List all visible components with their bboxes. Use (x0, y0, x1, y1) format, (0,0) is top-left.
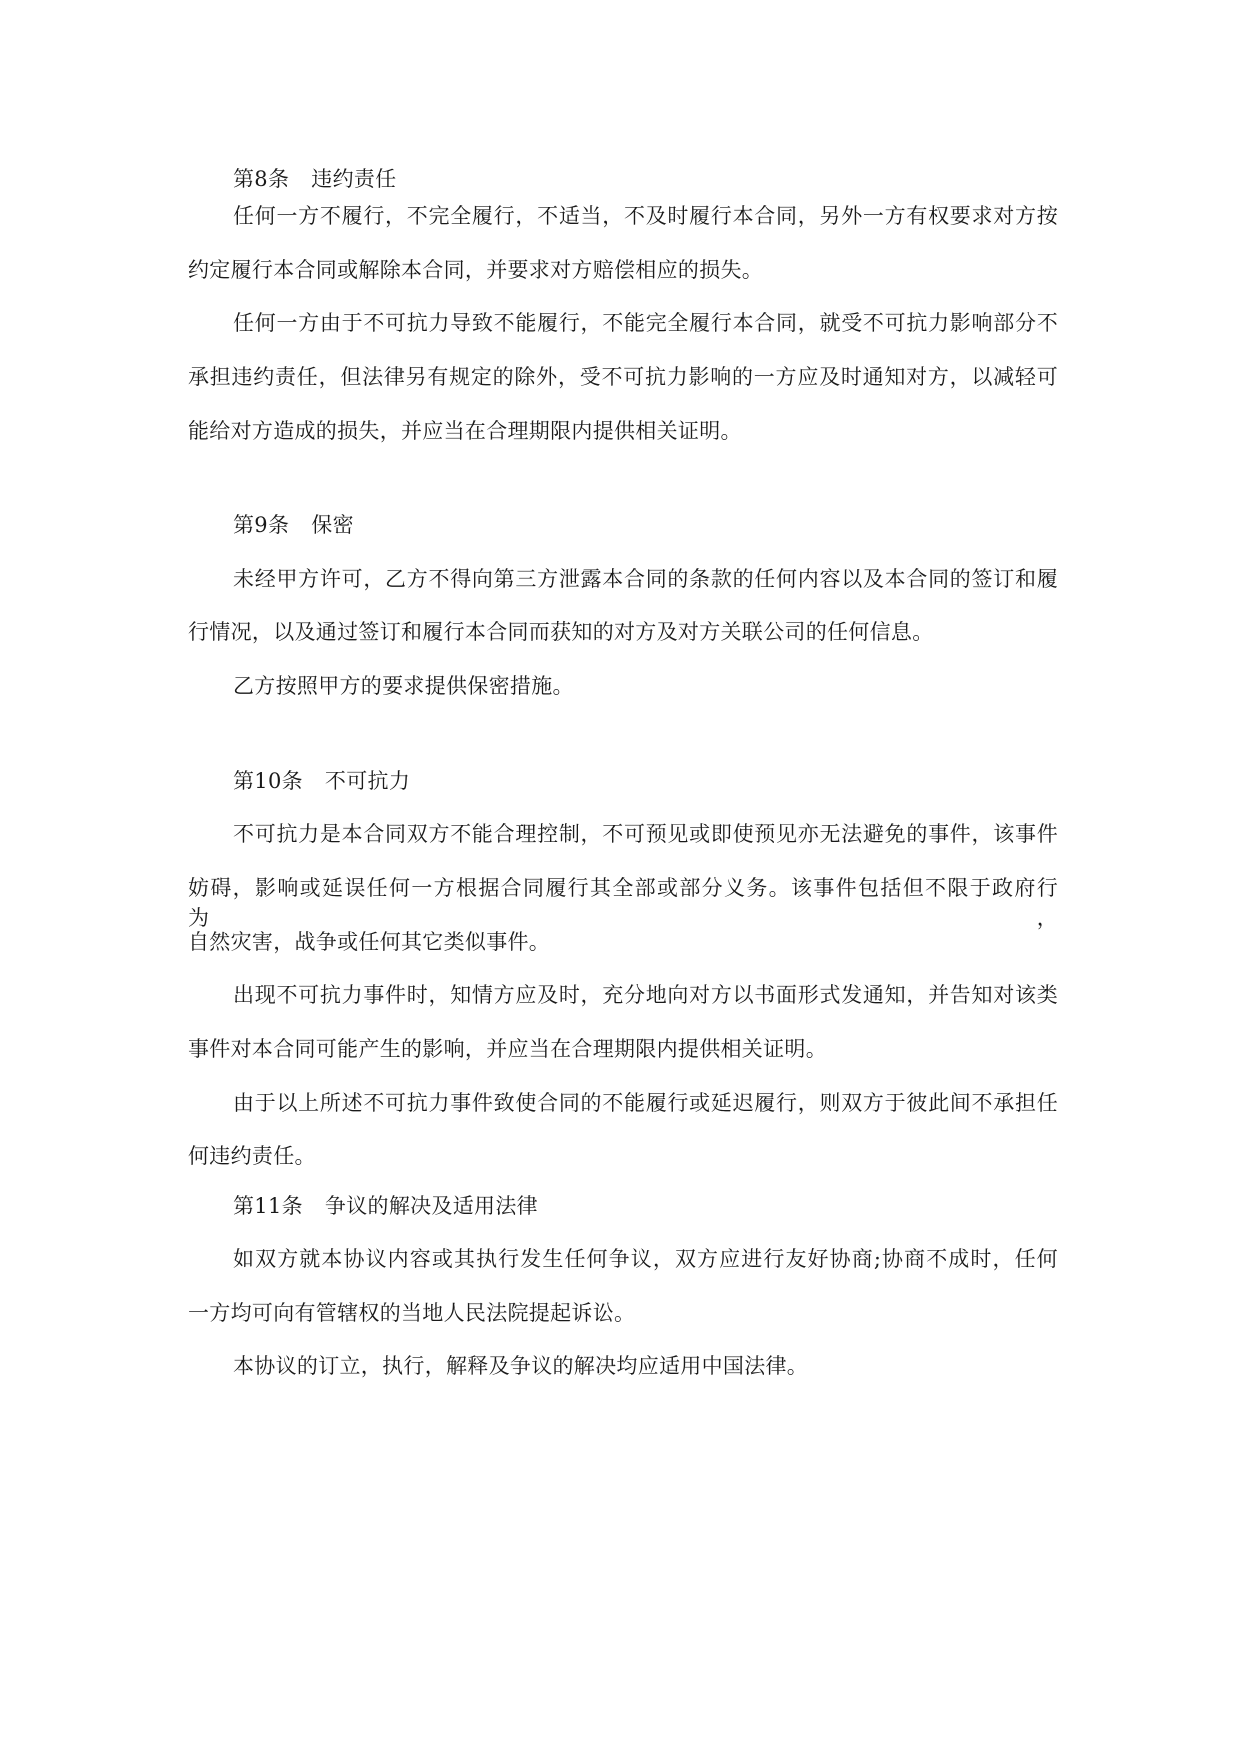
paragraph-line: 事件对本合同可能产生的影响，并应当在合理期限内提供相关证明。 (188, 1037, 827, 1061)
paragraph-line: 任何一方由于不可抗力导致不能履行，不能完全履行本合同，就受不可抗力影响部分不 (233, 311, 1058, 335)
paragraph-line: 出现不可抗力事件时，知情方应及时，充分地向对方以书面形式发通知，并告知对该类 (233, 983, 1058, 1007)
section-title: 保密 (311, 513, 354, 537)
paragraph-line: 如双方就本协议内容或其执行发生任何争议，双方应进行友好协商;协商不成时，任何 (233, 1247, 1058, 1271)
paragraph-line: 本协议的订立，执行，解释及争议的解决均应适用中国法律。 (233, 1354, 809, 1378)
paragraph-line: 约定履行本合同或解除本合同，并要求对方赔偿相应的损失。 (188, 258, 764, 282)
section-number: 第11条 (233, 1194, 303, 1218)
section-number: 第10条 (233, 769, 303, 793)
section-heading-11 (233, 1191, 1103, 1221)
section-number: 第8条 (233, 167, 290, 191)
paragraph-line: 任何一方不履行，不完全履行，不适当，不及时履行本合同，另外一方有权要求对方按 (233, 204, 1058, 228)
paragraph-line: 妨碍，影响或延误任何一方根据合同履行其全部或部分义务。该事件包括但不限于政府行为， (188, 876, 1058, 930)
paragraph-line: 由于以上所述不可抗力事件致使合同的不能履行或延迟履行，则双方于彼此间不承担任 (233, 1091, 1058, 1115)
paragraph-line: 乙方按照甲方的要求提供保密措施。 (233, 674, 574, 698)
paragraph-line: 不可抗力是本合同双方不能合理控制，不可预见或即使预见亦无法避免的事件，该事件 (233, 822, 1058, 846)
section-title: 不可抗力 (324, 769, 411, 793)
section-number: 第9条 (233, 513, 290, 537)
section-title: 违约责任 (311, 167, 397, 191)
paragraph-line: 承担违约责任，但法律另有规定的除外，受不可抗力影响的一方应及时通知对方，以减轻可 (188, 365, 1058, 389)
section-heading-9 (233, 510, 1103, 540)
paragraph-line: 行情况，以及通过签订和履行本合同而获知的对方及对方关联公司的任何信息。 (188, 620, 934, 644)
section-heading-10 (233, 766, 1103, 796)
paragraph-line: 何违约责任。 (188, 1144, 316, 1168)
paragraph-line: 自然灾害，战争或任何其它类似事件。 (188, 930, 551, 954)
section-heading-8 (233, 164, 1103, 194)
paragraph-line: 一方均可向有管辖权的当地人民法院提起诉讼。 (188, 1301, 636, 1325)
paragraph-line: 能给对方造成的损失，并应当在合理期限内提供相关证明。 (188, 419, 742, 443)
paragraph-line: 未经甲方许可，乙方不得向第三方泄露本合同的条款的任何内容以及本合同的签订和履 (233, 567, 1058, 591)
section-title: 争议的解决及适用法律 (324, 1194, 538, 1218)
